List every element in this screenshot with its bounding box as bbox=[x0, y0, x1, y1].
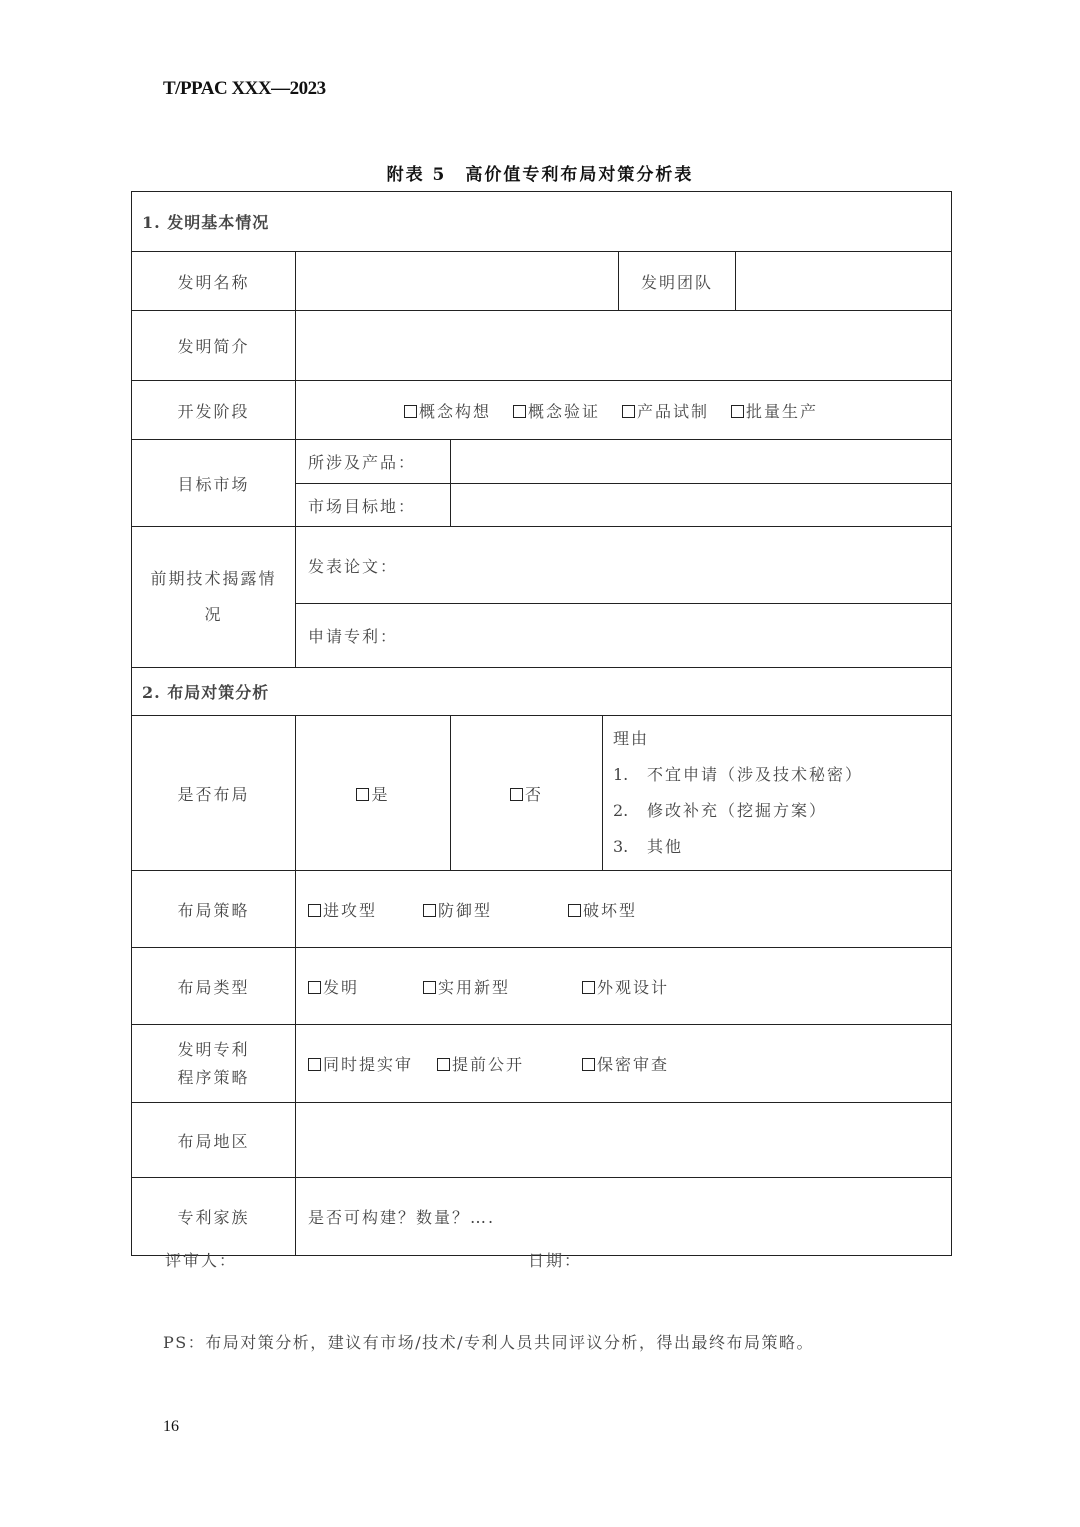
strategy-option[interactable]: 防御型 bbox=[423, 898, 568, 921]
family-field[interactable]: 是否可构建？数量？…. bbox=[296, 1178, 952, 1256]
analysis-form-table bbox=[131, 191, 952, 1256]
patents-field[interactable]: 申请专利： bbox=[296, 604, 952, 668]
procedure-option[interactable]: 同时提实审 bbox=[308, 1052, 437, 1075]
invention-intro-field[interactable] bbox=[296, 311, 952, 381]
checkbox-icon bbox=[308, 904, 321, 917]
checkbox-icon bbox=[356, 788, 369, 801]
page-number: 16 bbox=[163, 1418, 179, 1435]
type-option[interactable]: 发明 bbox=[308, 975, 423, 998]
type-label: 布局类型 bbox=[132, 948, 296, 1025]
region-field[interactable] bbox=[296, 1103, 952, 1178]
section1-heading: 1. 发明基本情况 bbox=[132, 192, 952, 252]
ps-note: PS：布局对策分析，建议有市场/技术/专利人员共同评议分析，得出最终布局策略。 bbox=[163, 1333, 815, 1352]
reviewer-label: 评审人： bbox=[165, 1251, 238, 1270]
disclosure-label: 前期技术揭露情况 bbox=[132, 527, 296, 668]
checkbox-icon bbox=[582, 981, 595, 994]
products-field[interactable] bbox=[451, 440, 952, 484]
strategy-option[interactable]: 破坏型 bbox=[568, 898, 637, 921]
type-option[interactable]: 实用新型 bbox=[423, 975, 582, 998]
procedure-label: 发明专利 程序策略 bbox=[132, 1025, 296, 1103]
checkbox-icon bbox=[513, 405, 526, 418]
checkbox-icon bbox=[622, 405, 635, 418]
reason-item: 3. 其他 bbox=[613, 837, 684, 856]
checkbox-icon bbox=[404, 405, 417, 418]
family-label: 专利家族 bbox=[132, 1178, 296, 1256]
market-target-label: 市场目标地： bbox=[296, 484, 451, 527]
document-code: T/PPAC XXX—2023 bbox=[163, 78, 326, 99]
checkbox-icon bbox=[731, 405, 744, 418]
checkbox-icon bbox=[308, 981, 321, 994]
invention-name-label: 发明名称 bbox=[132, 252, 296, 311]
strategy-label: 布局策略 bbox=[132, 871, 296, 948]
products-label: 所涉及产品： bbox=[296, 440, 451, 484]
invention-intro-label: 发明简介 bbox=[132, 311, 296, 381]
dev-stage-option[interactable]: 概念验证 bbox=[513, 399, 600, 422]
checkbox-icon bbox=[423, 904, 436, 917]
invention-team-label: 发明团队 bbox=[619, 252, 736, 311]
checkbox-icon bbox=[510, 788, 523, 801]
date-label: 日期： bbox=[528, 1251, 583, 1270]
strategy-option[interactable]: 进攻型 bbox=[308, 898, 423, 921]
checkbox-icon bbox=[423, 981, 436, 994]
yes-option[interactable]: 是 bbox=[356, 782, 389, 805]
dev-stage-option[interactable]: 产品试制 bbox=[622, 399, 709, 422]
reason-cell bbox=[603, 716, 952, 871]
target-market-label: 目标市场 bbox=[132, 440, 296, 527]
reason-title: 理由 bbox=[613, 729, 650, 748]
whether-layout-label: 是否布局 bbox=[132, 716, 296, 871]
checkbox-icon bbox=[308, 1058, 321, 1071]
table-title: 附表 5 高价值专利布局对策分析表 bbox=[386, 165, 694, 185]
dev-stage-label: 开发阶段 bbox=[132, 381, 296, 440]
reason-item: 1. 不宜申请（涉及技术秘密） bbox=[613, 765, 864, 784]
market-target-field[interactable] bbox=[451, 484, 952, 527]
invention-name-field[interactable] bbox=[296, 252, 619, 311]
procedure-option[interactable]: 提前公开 bbox=[437, 1052, 582, 1075]
papers-field[interactable]: 发表论文： bbox=[296, 527, 952, 604]
checkbox-icon bbox=[437, 1058, 450, 1071]
checkbox-icon bbox=[582, 1058, 595, 1071]
checkbox-icon bbox=[568, 904, 581, 917]
type-option[interactable]: 外观设计 bbox=[582, 975, 669, 998]
procedure-option[interactable]: 保密审查 bbox=[582, 1052, 669, 1075]
invention-team-field[interactable] bbox=[736, 252, 952, 311]
dev-stage-option[interactable]: 概念构想 bbox=[404, 399, 491, 422]
region-label: 布局地区 bbox=[132, 1103, 296, 1178]
reason-item: 2. 修改补充（挖掘方案） bbox=[613, 801, 828, 820]
section2-heading: 2. 布局对策分析 bbox=[132, 668, 952, 716]
dev-stage-option[interactable]: 批量生产 bbox=[731, 399, 818, 422]
no-option[interactable]: 否 bbox=[510, 782, 543, 805]
